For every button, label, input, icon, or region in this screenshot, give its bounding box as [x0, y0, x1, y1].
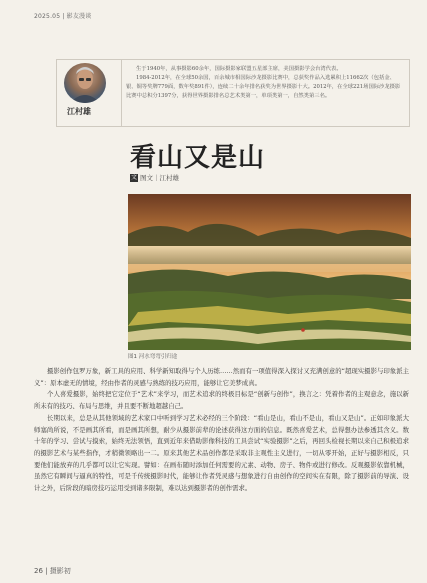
article-byline — [130, 173, 179, 182]
byline-text: 图文｜江村雄 — [140, 174, 179, 182]
author-name: 江村雄 — [67, 107, 91, 116]
body-paragraph: 长期以来，总是从其他领域的艺术家口中听到学习艺术必经的三个阶段：“看山是山，看山不是山，看山又是山”。正如印象派大师塞尚所说，不是画其所看，而是画其所想，耐少从摄影前辈的论述获得这方面的信息。既然喜爱艺术，总得想办法参透其含义。数十年的学习、尝试与摸索，始终无法领悟，直到近年来借助影像科技的工具尝试“实验摄影”之后，再回头检视长期以来自己积极追求的摄影艺术与某些指作，才稍微领略出一二。原来其他艺术品创作都是采取非主观性主义进行，一切从零开始，正好与摄影相反，只要他们能放弃的几乎都可以让它实现。譬如：在画布随时添加任何需要的元素、动物、房子、物件或进行修改。反观摄影依靠机械，虽然它有瞬间与逼真的特性，可是千传统摄影时代，能够让作者凭灵感与想象进行自由创作的空间实在有限，除了摄影前的导演、设计之外，后阶段的暗房技巧运用受到诸多限制，难以达到摄影者的创作需求。 — [34, 413, 409, 493]
author-photo-panel — [57, 60, 122, 126]
body-paragraph: 个人喜爱摄影，始终把它定位于“艺术”来学习，而艺术追求的终极目标是“创新与创作”，换言之：凭着作者的主观意念，施以新所未有的技巧、布局与思维，并且要不断地超越自己。 — [34, 390, 409, 411]
article-title: 看山又是山 — [130, 143, 266, 173]
byline-mark-icon: 文 — [130, 174, 137, 181]
author-bio-text — [126, 65, 404, 101]
author-photo — [64, 63, 106, 103]
body-paragraph: 摄影创作包罗万象，新工具的应用、科学新知取得与个人历练……然而有一项值得深入探讨又充满创意的“超现实摄影与印象派主义”：原本虚无的情境，经由作者的灵感与熟练的技巧应用，能够让它美梦成真。 — [34, 367, 409, 387]
bio-paragraph: 1984-2012年，在全球50余国，百余城市相国际沙龙摄影比赛中，总获奖作品入选累积上11662次（包括金、银、铜等奖牌779面，数年奖891件），连续二十余年排名获奖为世界摄影十大。2012年，在全球221场国际沙龙摄影比赛中总积分1397分，获得世界摄影排名总艺术类第一，单项类第一，自然类第三名。 — [126, 75, 401, 100]
photo-caption: 图1 河水弯弯引归途 — [128, 354, 178, 360]
page-footer: 26 | 摄影初 — [34, 567, 71, 575]
landscape-illustration — [128, 194, 411, 350]
landscape-photo — [128, 194, 411, 350]
bio-paragraph: 生于1940年，从事摄影60余年，国际摄影家联盟五星部主席，美国摄影学会台湾代表。 — [136, 66, 342, 72]
author-bio-box — [56, 59, 410, 127]
article-body — [34, 366, 409, 495]
author-portrait-illustration — [64, 63, 106, 103]
issue-header: 2025.05 | 影友漫谈 — [34, 13, 92, 20]
